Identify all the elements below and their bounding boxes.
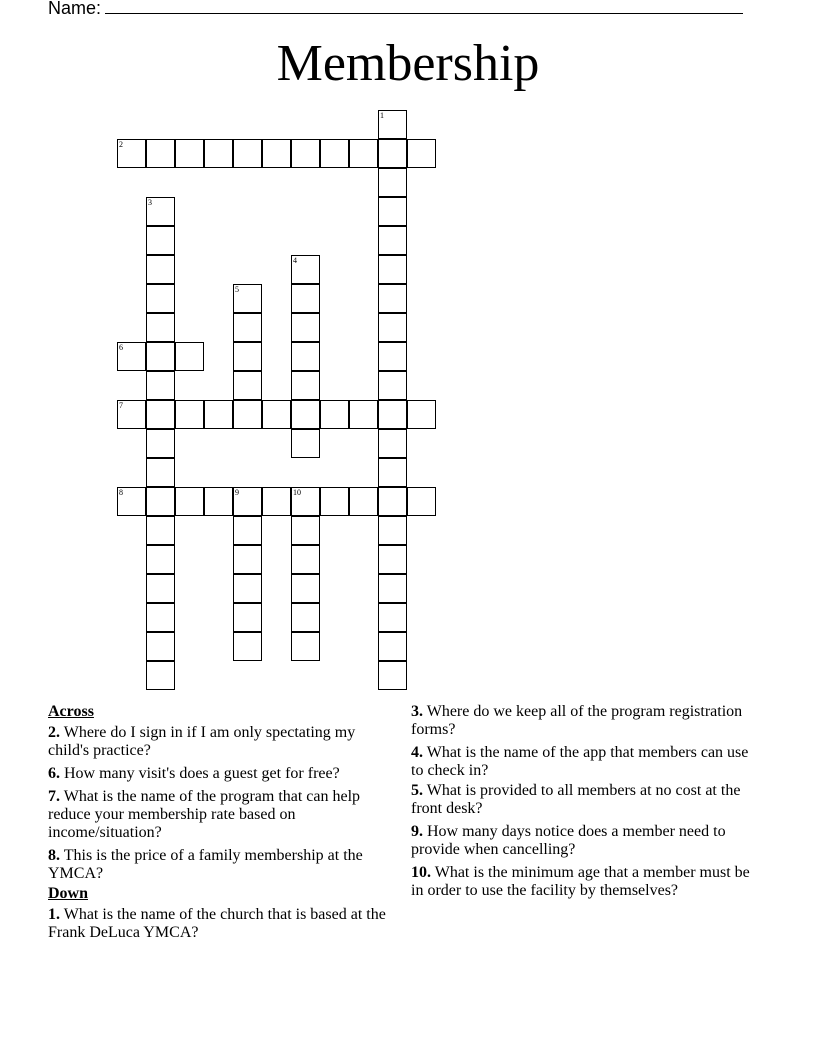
grid-cell[interactable]: [378, 110, 407, 139]
cell-number: 8: [119, 488, 123, 497]
grid-cell[interactable]: [349, 400, 378, 429]
grid-cell[interactable]: [146, 400, 175, 429]
grid-cell[interactable]: [233, 313, 262, 342]
grid-cell[interactable]: [146, 429, 175, 458]
grid-cell[interactable]: [291, 313, 320, 342]
down-heading: Down: [48, 885, 89, 902]
grid-cell[interactable]: [146, 313, 175, 342]
grid-cell[interactable]: [407, 487, 436, 516]
grid-cell[interactable]: [378, 313, 407, 342]
grid-cell[interactable]: [320, 139, 349, 168]
grid-cell[interactable]: [117, 487, 146, 516]
grid-cell[interactable]: [146, 197, 175, 226]
grid-cell[interactable]: [233, 139, 262, 168]
clues-left-column: [48, 703, 388, 947]
cell-number: 1: [380, 111, 384, 120]
grid-cell[interactable]: [233, 400, 262, 429]
grid-cell[interactable]: [320, 487, 349, 516]
grid-cell[interactable]: [146, 661, 175, 690]
grid-cell[interactable]: [291, 516, 320, 545]
grid-cell[interactable]: [378, 574, 407, 603]
grid-cell[interactable]: [291, 139, 320, 168]
down-clue: 5. What is provided to all members at no cost at the front desk?: [411, 782, 741, 817]
grid-cell[interactable]: [262, 139, 291, 168]
grid-cell[interactable]: [146, 371, 175, 400]
grid-cell[interactable]: [233, 603, 262, 632]
cell-number: 3: [148, 198, 152, 207]
grid-cell[interactable]: [262, 400, 291, 429]
across-clue: 6. How many visit's does a guest get for free?: [48, 765, 340, 782]
down-clue: 9. How many days notice does a member need to provide when cancelling?: [411, 823, 726, 858]
grid-cell[interactable]: [291, 574, 320, 603]
down-clue: 1. What is the name of the church that is based at the Frank DeLuca YMCA?: [48, 906, 386, 941]
grid-cell[interactable]: [233, 545, 262, 574]
grid-cell[interactable]: [233, 516, 262, 545]
grid-cell[interactable]: [233, 284, 262, 313]
cell-number: 6: [119, 343, 123, 352]
grid-cell[interactable]: [117, 400, 146, 429]
grid-cell[interactable]: [233, 371, 262, 400]
clues-right-column: [411, 703, 756, 905]
grid-cell[interactable]: [349, 139, 378, 168]
grid-cell[interactable]: [291, 632, 320, 661]
across-heading: Across: [48, 703, 94, 720]
grid-cell[interactable]: [204, 400, 233, 429]
grid-cell[interactable]: [204, 487, 233, 516]
grid-cell[interactable]: [233, 574, 262, 603]
grid-cell[interactable]: [175, 139, 204, 168]
grid-cell[interactable]: [378, 400, 407, 429]
grid-cell[interactable]: [204, 139, 233, 168]
grid-cell[interactable]: [146, 574, 175, 603]
grid-cell[interactable]: [146, 516, 175, 545]
grid-cell[interactable]: [378, 516, 407, 545]
grid-cell[interactable]: [378, 661, 407, 690]
grid-cell[interactable]: [291, 371, 320, 400]
grid-cell[interactable]: [146, 545, 175, 574]
grid-cell[interactable]: [146, 458, 175, 487]
across-clue: 8. This is the price of a family membership at the YMCA?: [48, 847, 363, 882]
grid-cell[interactable]: [291, 255, 320, 284]
grid-cell[interactable]: [146, 284, 175, 313]
page-title: Membership: [276, 35, 540, 92]
grid-cell[interactable]: [291, 603, 320, 632]
grid-cell[interactable]: [378, 545, 407, 574]
cell-number: 5: [235, 285, 239, 294]
grid-cell[interactable]: [378, 255, 407, 284]
grid-cell[interactable]: [117, 139, 146, 168]
across-clue: 2. Where do I sign in if I am only spectating my child's practice?: [48, 724, 356, 759]
grid-cell[interactable]: [146, 487, 175, 516]
down-clue: 10. What is the minimum age that a member must be in order to use the facility by themselves?: [411, 864, 750, 899]
grid-cell[interactable]: [146, 255, 175, 284]
cell-number: 9: [235, 488, 239, 497]
grid-cell[interactable]: [320, 400, 349, 429]
grid-cell[interactable]: [378, 603, 407, 632]
grid-cell[interactable]: [291, 400, 320, 429]
grid-cell[interactable]: [378, 168, 407, 197]
grid-cell[interactable]: [378, 197, 407, 226]
grid-cell[interactable]: [291, 342, 320, 371]
grid-cell[interactable]: [146, 632, 175, 661]
grid-cell[interactable]: [378, 139, 407, 168]
grid-cell[interactable]: [146, 226, 175, 255]
grid-cell[interactable]: [291, 545, 320, 574]
grid-cell[interactable]: [378, 284, 407, 313]
grid-cell[interactable]: [407, 400, 436, 429]
down-clue: 3. Where do we keep all of the program registration forms?: [411, 703, 743, 738]
grid-cell[interactable]: [378, 342, 407, 371]
grid-cell[interactable]: [378, 458, 407, 487]
grid-cell[interactable]: [175, 487, 204, 516]
grid-cell[interactable]: [233, 632, 262, 661]
grid-cell[interactable]: [291, 487, 320, 516]
grid-cell[interactable]: [291, 429, 320, 458]
down-clue: 4. What is the name of the app that members can use to check in?: [411, 744, 749, 779]
grid-cell[interactable]: [146, 342, 175, 371]
name-label: Name:: [48, 0, 102, 18]
grid-cell[interactable]: [378, 487, 407, 516]
cell-number: 10: [293, 488, 301, 497]
grid-cell[interactable]: [349, 487, 378, 516]
grid-cell[interactable]: [117, 342, 146, 371]
grid-cell[interactable]: [146, 603, 175, 632]
grid-cell[interactable]: [146, 139, 175, 168]
grid-cell[interactable]: [175, 400, 204, 429]
grid-cell[interactable]: [233, 342, 262, 371]
grid-cell[interactable]: [378, 371, 407, 400]
grid-cell[interactable]: [378, 632, 407, 661]
grid-cell[interactable]: [262, 487, 291, 516]
across-clue: 7. What is the name of the program that can help reduce your membership rate based on income/situation?: [48, 788, 361, 841]
grid-cell[interactable]: [378, 226, 407, 255]
grid-cell[interactable]: [291, 284, 320, 313]
cell-number: 4: [293, 256, 297, 265]
cell-number: 2: [119, 140, 123, 149]
cell-number: 7: [119, 401, 123, 410]
grid-cell[interactable]: [233, 487, 262, 516]
grid-cell[interactable]: [407, 139, 436, 168]
grid-cell[interactable]: [175, 342, 204, 371]
grid-cell[interactable]: [378, 429, 407, 458]
